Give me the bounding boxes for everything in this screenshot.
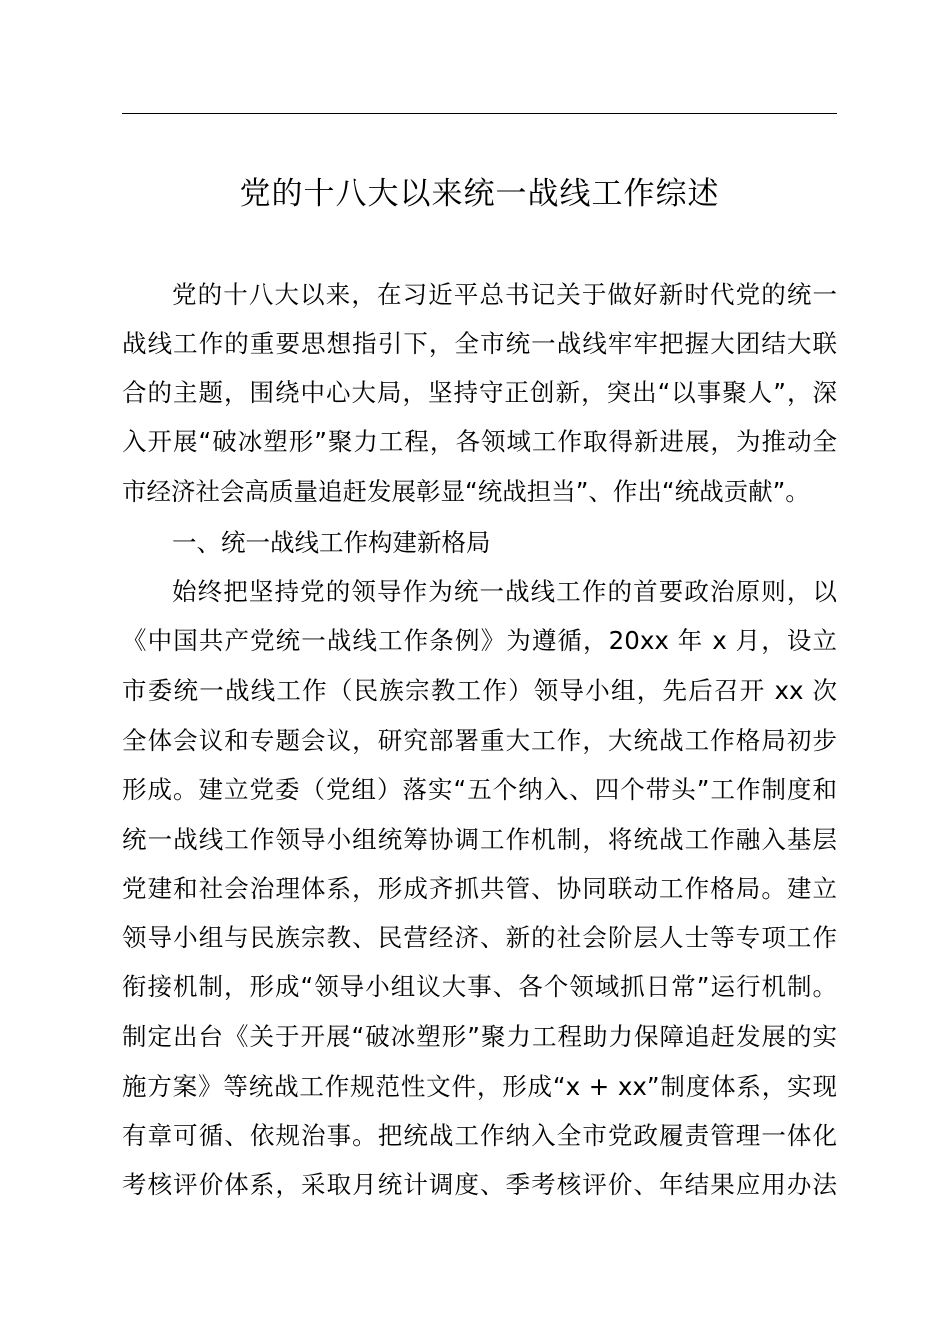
paragraph-line: 有章可循、依规治事。把统战工作纳入全市党政履责管理一体化 xyxy=(122,1121,837,1150)
paragraph-line: 统一战线工作领导小组统筹协调工作机制，将统战工作融入基层 xyxy=(122,825,837,854)
paragraph-line: 始终把坚持党的领导作为统一战线工作的首要政治原则，以 xyxy=(172,577,837,606)
paragraph-line: 衔接机制，形成“领导小组议大事、各个领域抓日常”运行机制。 xyxy=(122,972,837,1001)
paragraph-line: 合的主题，围绕中心大局，坚持守正创新，突出“以事聚人”，深 xyxy=(122,378,837,407)
paragraph-line: 制定出台《关于开展“破冰塑形”聚力工程助力保障追赶发展的实 xyxy=(122,1022,837,1051)
paragraph-line: 市经济社会高质量追赶发展彰显“统战担当”、作出“统战贡献”。 xyxy=(122,477,810,506)
paragraph-line: 党建和社会治理体系，形成齐抓共管、协同联动工作格局。建立 xyxy=(122,874,837,903)
paragraph-line: 施方案》等统战工作规范性文件，形成“x + xx”制度体系，实现 xyxy=(122,1072,837,1101)
document-title: 党的十八大以来统一战线工作综述 xyxy=(239,176,720,212)
paragraph-line: 形成。建立党委（党组）落实“五个纳入、四个带头”工作制度和 xyxy=(122,775,837,804)
paragraph-line: 市委统一战线工作（民族宗教工作）领导小组，先后召开 xx 次 xyxy=(122,676,837,705)
paragraph-line: 党的十八大以来，在习近平总书记关于做好新时代党的统一 xyxy=(172,280,837,309)
paragraph-line: 领导小组与民族宗教、民营经济、新的社会阶层人士等专项工作 xyxy=(122,923,837,952)
paragraph-line: 考核评价体系，采取月统计调度、季考核评价、年结果应用办法 xyxy=(122,1170,837,1199)
section-heading: 一、统一战线工作构建新格局 xyxy=(172,528,491,557)
paragraph-line: 全体会议和专题会议，研究部署重大工作，大统战工作格局初步 xyxy=(122,726,837,755)
paragraph-line: 战线工作的重要思想指引下，全市统一战线牢牢把握大团结大联 xyxy=(122,329,837,358)
paragraph-line: 《中国共产党统一战线工作条例》为遵循，20xx 年 x 月，设立 xyxy=(122,626,837,655)
paragraph-line: 入开展“破冰塑形”聚力工程，各领域工作取得新进展，为推动全 xyxy=(122,427,837,456)
header-rule xyxy=(122,113,837,114)
